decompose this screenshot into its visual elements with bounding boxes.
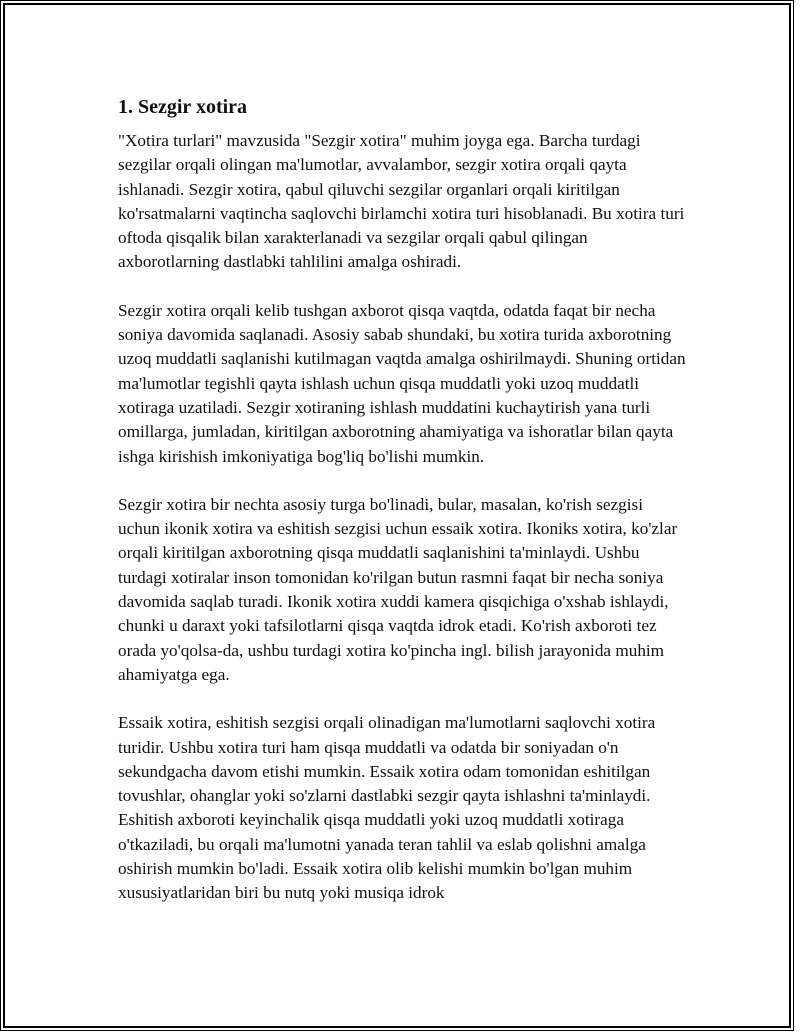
document-body <box>118 96 688 930</box>
paragraph-2: Sezgir xotira orqali kelib tushgan axborot qisqa vaqtda, odatda faqat bir necha soniya davomida saqlanadi. Asosiy sabab shundaki, bu xotira turida axborotning uzoq muddatli saqlanishi kutilmagan vaqtda amalga oshirilmaydi. Shuning ortidan ma'lumotlar tegishli qayta ishlash uchun qisqa muddatli yoki uzoq muddatli xotiraga uzatiladi. Sezgir xotiraning ishlash muddatini kuchaytirish yana turli omillarga, jumladan, kiritilgan axborotning ahamiyatiga va ishoratlar bilan qayta ishga kirishish imkoniyatiga bog'liq bo'lishi mumkin. <box>118 300 686 466</box>
section-heading: 1. Sezgir xotira <box>118 96 248 118</box>
paragraph-4: Essaik xotira, eshitish sezgisi orqali olinadigan ma'lumotlarni saqlovchi xotira turidir. Ushbu xotira turi ham qisqa muddatli va odatda bir soniyadan o'n sekundgacha davom etishi mumkin. Essaik xotira odam tomonidan eshitilgan tovushlar, ohanglar yoki so'zlarni dastlabki sezgir qayta ishlashni ta'minlaydi. Eshitish axboroti keyinchalik qisqa muddatli yoki uzoq muddatli xotiraga o'tkaziladi, bu orqali ma'lumotni yanada teran tahlil va eslab qolishni amalga oshirish mumkin bo'ladi. Essaik xotira olib kelishi mumkin bo'lgan muhim xususiyatlaridan biri bu nutq yoki musiqa idrok <box>118 713 656 903</box>
paragraph-3: Sezgir xotira bir nechta asosiy turga bo'linadi, bular, masalan, ko'rish sezgisi uchun ikonik xotira va eshitish sezgisi uchun essaik xotira. Ikoniks xotira, ko'zlar orqali kiritilgan axborotning qisqa muddatli saqlanishini ta'minlaydi. Ushbu turdagi xotiralar inson tomonidan ko'rilgan butun rasmni faqat bir necha soniya davomida saqlab turadi. Ikonik xotira xuddi kamera qisqichiga o'xshab ishlaydi, chunki u daraxt yoki tafsilotlarni qisqa vaqtda idrok etadi. Ko'rish axboroti tez orada yo'qolsa-da, ushbu turdagi xotira ko'pincha ingl. bilish jarayonida muhim ahamiyatga ega. <box>118 494 678 684</box>
paragraph-1: "Xotira turlari" mavzusida "Sezgir xotira" muhim joyga ega. Barcha turdagi sezgilar orqali olingan ma'lumotlar, avvalambor, sezgir xotira orqali qayta ishlanadi. Sezgir xotira, qabul qiluvchi sezgilar organlari orqali kiritilgan ko'rsatmalarni vaqtincha saqlovchi birlamchi xotira turi hisoblanadi. Bu xotira turi oftoda qisqalik bilan xarakterlanadi va sezgilar orqali qabul qilingan axborotlarning dastlabki tahlilini amalga oshiradi. <box>118 131 685 272</box>
